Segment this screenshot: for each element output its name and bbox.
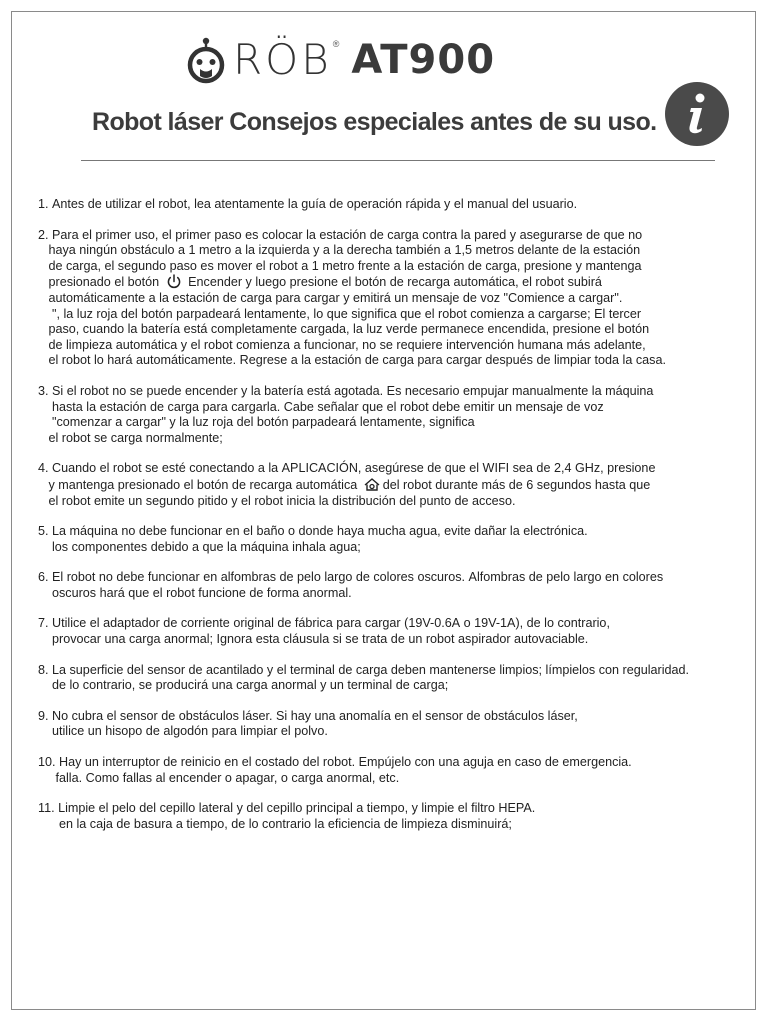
tip-line: 7. Utilice el adaptador de corriente original de fábrica para cargar (19V-0.6A o 19V-1A), de lo contrario, (38, 616, 610, 631)
tip-line: de limpieza automática y el robot comienza a funcionar, no se requiere intervención humana más adelante, (38, 337, 646, 352)
tip-line: en la caja de basura a tiempo, de lo contrario la eficiencia de limpieza disminuirá; (38, 816, 512, 831)
tip-line-text: y mantenga presionado el botón de recarga automática (38, 477, 361, 492)
tip-item (38, 461, 758, 509)
tip-line: provocar una carga anormal; Ignora esta cláusula si se trata de un robot aspirador autovaciable. (38, 632, 589, 647)
tip-line (38, 477, 758, 494)
tip-line: 5. La máquina no debe funcionar en el baño o donde haya mucha agua, evite dañar la electrónica. (38, 524, 588, 539)
tip-line: utilice un hisopo de algodón para limpiar el polvo. (38, 724, 328, 739)
brand-header (185, 36, 495, 84)
tip-item (38, 384, 758, 446)
tip-line: "comenzar a cargar" y la luz roja del botón parpadeará lentamente, significa (38, 415, 475, 430)
info-icon (664, 81, 730, 147)
power-icon (165, 274, 183, 289)
tip-line: automáticamente a la estación de carga para cargar y emitirá un mensaje de voz "Comience a cargar". (38, 290, 623, 305)
tip-line-text: presionado el botón (38, 275, 163, 290)
tip-item (38, 616, 758, 647)
tip-item (38, 755, 758, 786)
tip-line: ", la luz roja del botón parpadeará lentamente, lo que significa que el robot comienza a cargarse; El tercer (38, 306, 642, 321)
robot-face-icon (185, 36, 227, 84)
tip-line: paso, cuando la batería está completamente cargada, la luz verde permanece encendida, presione el botón (38, 322, 650, 337)
tip-line: los componentes debido a que la máquina inhala agua; (38, 539, 361, 554)
tip-line: 4. Cuando el robot se esté conectando a la APLICACIÓN, asegúrese de que el WIFI sea de 2,4 GHz, presione (38, 461, 656, 476)
tip-line: el robot se carga normalmente; (38, 430, 223, 445)
tip-line (38, 274, 758, 291)
tip-item (38, 197, 758, 213)
tip-line: 8. La superficie del sensor de acantilado y el terminal de carga deben mantenerse limpios; límpielos con regularidad. (38, 662, 690, 677)
tip-item (38, 663, 758, 694)
model-name: AT900 (351, 37, 496, 83)
tip-line-text: del robot durante más de 6 segundos hasta que (382, 477, 651, 492)
tip-item (38, 709, 758, 740)
tip-line: de carga, el segundo paso es mover el robot a 1 metro frente a la estación de carga, presione y mantenga (38, 258, 642, 273)
tip-item (38, 570, 758, 601)
tip-item (38, 228, 758, 369)
tip-line: 9. No cubra el sensor de obstáculos láser. Si hay una anomalía en el sensor de obstáculos láser, (38, 708, 578, 723)
tip-line: 3. Si el robot no se puede encender y la batería está agotada. Es necesario empujar manualmente la máquina (38, 383, 654, 398)
tip-line: 6. El robot no debe funcionar en alfombras de pelo largo de colores oscuros. Alfombras de pelo largo en colores (38, 570, 664, 585)
tips-list (38, 197, 758, 847)
header-divider (81, 160, 715, 161)
tip-line: el robot lo hará automáticamente. Regrese a la estación de carga para cargar después de limpiar toda la casa. (38, 353, 666, 368)
registered-mark: ® (332, 39, 340, 49)
tip-line: el robot emite un segundo pitido y el robot inicia la distribución del punto de acceso. (38, 493, 516, 508)
tip-line: oscuros hará que el robot funcione de forma anormal. (38, 585, 352, 600)
tip-line: 1. Antes de utilizar el robot, lea atentamente la guía de operación rápida y el manual del usuario. (38, 197, 578, 211)
tip-item (38, 524, 758, 555)
tip-line-text: Encender y luego presione el botón de recarga automática, el robot subirá (184, 275, 602, 290)
home-charge-icon (363, 477, 381, 492)
tip-line: 2. Para el primer uso, el primer paso es colocar la estación de carga contra la pared y asegurarse de que no (38, 227, 643, 242)
tip-line: haya ningún obstáculo a 1 metro a la izquierda y a la derecha también a 1,5 metros delante de la estación (38, 243, 641, 258)
page-title: Robot láser Consejos especiales antes de su uso. (92, 108, 657, 136)
tip-line: falla. Como fallas al encender o apagar, o carga anormal, etc. (38, 770, 400, 785)
brand-name: RÖB (233, 35, 332, 84)
tip-line: 10. Hay un interruptor de reinicio en el costado del robot. Empújelo con una aguja en caso de emergencia. (38, 755, 632, 770)
tip-line: hasta la estación de carga para cargarla. Cabe señalar que el robot debe emitir un mensaje de voz (38, 399, 604, 414)
tip-line: 11. Limpie el pelo del cepillo lateral y del cepillo principal a tiempo, y limpie el filtro HEPA. (38, 801, 536, 816)
tip-line: de lo contrario, se producirá una carga anormal y un terminal de carga; (38, 678, 449, 693)
tip-item (38, 801, 758, 832)
